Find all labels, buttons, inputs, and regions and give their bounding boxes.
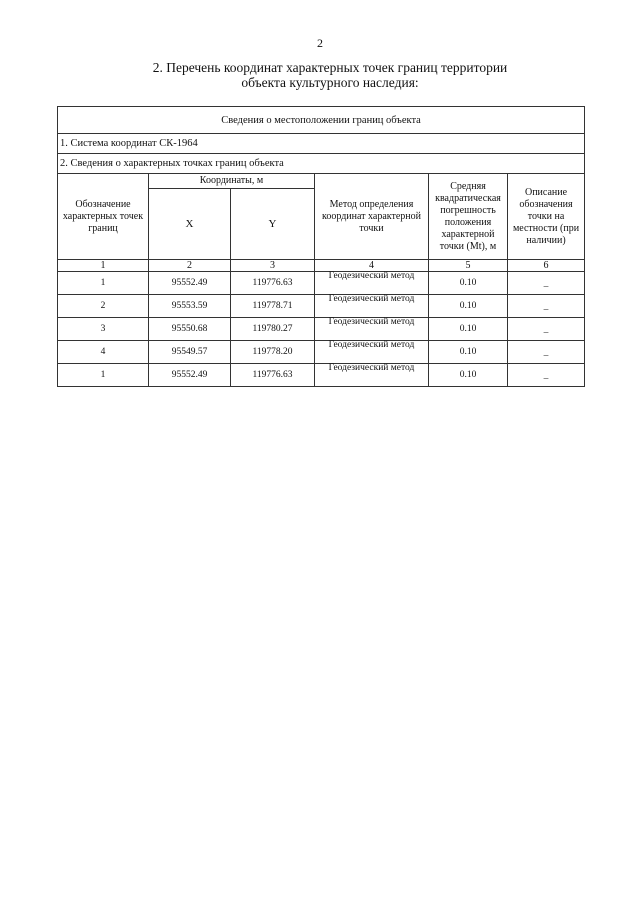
- cell-method: Геодезический метод: [315, 272, 429, 295]
- table-row: [58, 272, 585, 295]
- column-number: 6: [508, 260, 585, 272]
- title-line-2: объекта культурного наследия:: [241, 75, 419, 90]
- column-number: 3: [231, 260, 315, 272]
- cell-y: 119776.63: [231, 272, 315, 295]
- col-header-error: Средняя квадратическая погрешность положения характерной точки (Mt), м: [429, 174, 508, 260]
- cell-point: 3: [58, 318, 149, 341]
- title-line-1: 2. Перечень координат характерных точек границ территории: [152, 60, 508, 75]
- table-row: [58, 295, 585, 318]
- cell-x: 95552.49: [149, 272, 231, 295]
- description-value: –: [543, 374, 549, 384]
- header-row: [58, 174, 585, 189]
- description-value: –: [543, 328, 549, 338]
- cell-y: 119780.27: [231, 318, 315, 341]
- cell-y: 119776.63: [231, 364, 315, 387]
- column-number: 1: [58, 260, 149, 272]
- col-header-coordinates: Координаты, м: [149, 174, 315, 189]
- col-header-designation: Обозначение характерных точек границ: [58, 174, 149, 260]
- cell-point: 1: [58, 272, 149, 295]
- coordinate-system-row: [58, 134, 585, 154]
- cell-point: 2: [58, 295, 149, 318]
- table-row: [58, 364, 585, 387]
- column-number: 5: [429, 260, 508, 272]
- coordinate-system: 1. Система координат СК-1964: [58, 134, 585, 154]
- cell-method: Геодезический метод: [315, 318, 429, 341]
- cell-description: [508, 295, 585, 318]
- cell-point: 1: [58, 364, 149, 387]
- cell-error: 0.10: [429, 295, 508, 318]
- description-value: –: [543, 351, 549, 361]
- description-value: –: [543, 282, 549, 292]
- cell-error: 0.10: [429, 341, 508, 364]
- cell-error: 0.10: [429, 272, 508, 295]
- cell-error: 0.10: [429, 318, 508, 341]
- cell-x: 95552.49: [149, 364, 231, 387]
- coordinates-table: [57, 106, 585, 387]
- page-number: 2: [317, 36, 323, 50]
- cell-method: Геодезический метод: [315, 295, 429, 318]
- cell-description: [508, 272, 585, 295]
- column-number: 4: [315, 260, 429, 272]
- col-header-y: Y: [231, 189, 315, 260]
- cell-x: 95550.68: [149, 318, 231, 341]
- column-number-row: [58, 260, 585, 272]
- cell-method: Геодезический метод: [315, 364, 429, 387]
- document-title: [100, 60, 560, 90]
- cell-description: [508, 341, 585, 364]
- col-header-method: Метод определения координат характерной точки: [315, 174, 429, 260]
- table-row: [58, 341, 585, 364]
- col-header-description: Описание обозначения точки на местности (при наличии): [508, 174, 585, 260]
- cell-y: 119778.20: [231, 341, 315, 364]
- cell-x: 95553.59: [149, 295, 231, 318]
- table-row: [58, 318, 585, 341]
- table-heading: Сведения о местоположении границ объекта: [58, 107, 585, 134]
- col-header-x: X: [149, 189, 231, 260]
- table-heading-row: [58, 107, 585, 134]
- cell-y: 119778.71: [231, 295, 315, 318]
- column-number: 2: [149, 260, 231, 272]
- cell-point: 4: [58, 341, 149, 364]
- cell-x: 95549.57: [149, 341, 231, 364]
- points-info-row: [58, 154, 585, 174]
- cell-description: [508, 364, 585, 387]
- cell-error: 0.10: [429, 364, 508, 387]
- cell-description: [508, 318, 585, 341]
- description-value: –: [543, 305, 549, 315]
- points-info: 2. Сведения о характерных точках границ объекта: [58, 154, 585, 174]
- cell-method: Геодезический метод: [315, 341, 429, 364]
